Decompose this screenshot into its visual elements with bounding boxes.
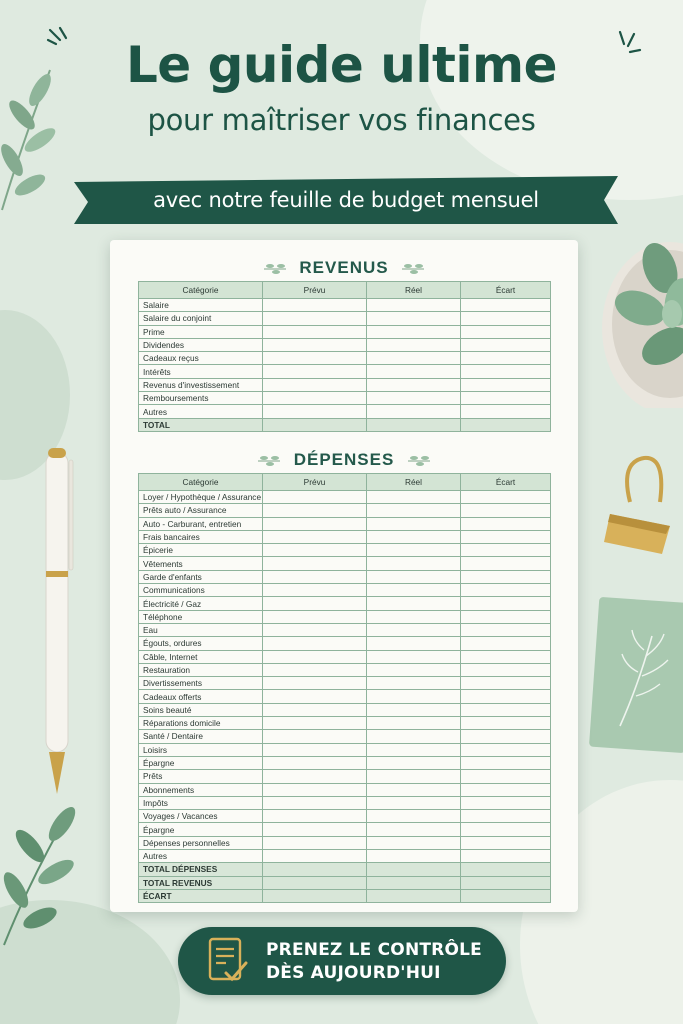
column-header: Prévu [263, 282, 367, 299]
value-cell[interactable] [461, 365, 551, 378]
value-cell[interactable] [461, 783, 551, 796]
value-cell[interactable] [263, 392, 367, 405]
value-cell[interactable] [367, 312, 461, 325]
value-cell[interactable] [461, 352, 551, 365]
table-row [139, 405, 551, 418]
value-cell[interactable] [367, 352, 461, 365]
value-cell[interactable] [367, 517, 461, 530]
category-cell: Revenus d'investissement [139, 378, 263, 391]
value-cell[interactable] [263, 663, 367, 676]
value-cell[interactable] [263, 823, 367, 836]
value-cell[interactable] [367, 597, 461, 610]
value-cell[interactable] [263, 597, 367, 610]
table-row [139, 530, 551, 543]
value-cell[interactable] [263, 703, 367, 716]
category-cell: Téléphone [139, 610, 263, 623]
category-cell: Salaire du conjoint [139, 312, 263, 325]
table-row [139, 637, 551, 650]
value-cell[interactable] [367, 570, 461, 583]
value-cell[interactable] [367, 730, 461, 743]
value-cell[interactable] [263, 544, 367, 557]
category-cell: Cadeaux offerts [139, 690, 263, 703]
value-cell[interactable] [367, 365, 461, 378]
table-row [139, 783, 551, 796]
value-cell[interactable] [263, 770, 367, 783]
category-cell: Électricité / Gaz [139, 597, 263, 610]
value-cell[interactable] [461, 756, 551, 769]
table-row [139, 796, 551, 809]
ribbon-text: avec notre feuille de budget mensuel [153, 188, 539, 212]
table-row [139, 703, 551, 716]
value-cell[interactable] [367, 299, 461, 312]
cta-button[interactable] [178, 927, 506, 995]
value-cell[interactable] [461, 530, 551, 543]
leaf-branch-icon [0, 800, 90, 950]
binder-clip-icon [600, 452, 683, 560]
value-cell[interactable] [367, 544, 461, 557]
column-header: Réel [367, 282, 461, 299]
category-cell: Dividendes [139, 338, 263, 351]
table-row [139, 810, 551, 823]
value-cell[interactable] [461, 663, 551, 676]
category-cell: Frais bancaires [139, 530, 263, 543]
leaf-ornament-icon [256, 454, 282, 468]
value-cell[interactable] [461, 889, 551, 902]
table-row [139, 823, 551, 836]
value-cell[interactable] [461, 504, 551, 517]
value-cell[interactable] [461, 677, 551, 690]
value-cell[interactable] [461, 823, 551, 836]
value-cell[interactable] [263, 650, 367, 663]
table-row [139, 352, 551, 365]
value-cell[interactable] [263, 623, 367, 636]
column-header: Écart [461, 474, 551, 491]
category-cell: Loisirs [139, 743, 263, 756]
table-row [139, 392, 551, 405]
category-cell: Restauration [139, 663, 263, 676]
revenus-table [138, 281, 551, 432]
category-cell: Abonnements [139, 783, 263, 796]
table-row [139, 557, 551, 570]
total-row [139, 863, 551, 876]
table-row [139, 690, 551, 703]
value-cell[interactable] [461, 491, 551, 504]
value-cell[interactable] [461, 623, 551, 636]
revenus-section-title [110, 258, 578, 278]
value-cell[interactable] [367, 717, 461, 730]
value-cell[interactable] [367, 863, 461, 876]
revenus-title: REVENUS [299, 258, 389, 277]
category-cell: Salaire [139, 299, 263, 312]
category-cell: Épicerie [139, 544, 263, 557]
category-cell: Remboursements [139, 392, 263, 405]
table-row [139, 650, 551, 663]
value-cell[interactable] [367, 650, 461, 663]
value-cell[interactable] [461, 770, 551, 783]
category-cell: Divertissements [139, 677, 263, 690]
value-cell[interactable] [367, 703, 461, 716]
value-cell[interactable] [367, 756, 461, 769]
value-cell[interactable] [263, 504, 367, 517]
value-cell[interactable] [461, 876, 551, 889]
budget-sheet [110, 240, 578, 912]
value-cell[interactable] [461, 743, 551, 756]
table-row [139, 517, 551, 530]
table-row [139, 663, 551, 676]
value-cell[interactable] [461, 338, 551, 351]
value-cell[interactable] [367, 623, 461, 636]
leaf-ornament-icon [406, 454, 432, 468]
category-cell: TOTAL [139, 418, 263, 431]
value-cell[interactable] [263, 338, 367, 351]
value-cell[interactable] [263, 889, 367, 902]
value-cell[interactable] [367, 418, 461, 431]
category-cell: Eau [139, 623, 263, 636]
table-row [139, 491, 551, 504]
table-row [139, 717, 551, 730]
value-cell[interactable] [367, 663, 461, 676]
value-cell[interactable] [461, 584, 551, 597]
table-row [139, 338, 551, 351]
value-cell[interactable] [263, 312, 367, 325]
category-cell: Santé / Dentaire [139, 730, 263, 743]
category-cell: Vêtements [139, 557, 263, 570]
table-row [139, 610, 551, 623]
value-cell[interactable] [461, 378, 551, 391]
checklist-icon [206, 937, 250, 985]
value-cell[interactable] [461, 544, 551, 557]
table-row [139, 504, 551, 517]
value-cell[interactable] [263, 299, 367, 312]
value-cell[interactable] [461, 325, 551, 338]
value-cell[interactable] [461, 690, 551, 703]
value-cell[interactable] [263, 836, 367, 849]
table-row [139, 623, 551, 636]
value-cell[interactable] [263, 352, 367, 365]
category-cell: Réparations domicile [139, 717, 263, 730]
value-cell[interactable] [461, 637, 551, 650]
page-subtitle: pour maîtriser vos finances [147, 103, 536, 137]
value-cell[interactable] [263, 610, 367, 623]
value-cell[interactable] [367, 690, 461, 703]
table-row [139, 299, 551, 312]
value-cell[interactable] [263, 405, 367, 418]
value-cell[interactable] [367, 491, 461, 504]
table-row [139, 365, 551, 378]
table-row [139, 770, 551, 783]
category-cell: Intérêts [139, 365, 263, 378]
value-cell[interactable] [367, 810, 461, 823]
depenses-title: DÉPENSES [293, 450, 395, 469]
category-cell: Soins beauté [139, 703, 263, 716]
table-row [139, 312, 551, 325]
value-cell[interactable] [367, 783, 461, 796]
table-row [139, 743, 551, 756]
value-cell[interactable] [263, 637, 367, 650]
value-cell[interactable] [461, 517, 551, 530]
value-cell[interactable] [367, 823, 461, 836]
value-cell[interactable] [263, 517, 367, 530]
leaf-ornament-icon [262, 262, 288, 276]
value-cell[interactable] [263, 570, 367, 583]
header [0, 34, 683, 140]
value-cell[interactable] [461, 730, 551, 743]
table-row [139, 730, 551, 743]
category-cell: Autres [139, 850, 263, 863]
depenses-table [138, 473, 551, 903]
table-row [139, 570, 551, 583]
table-row [139, 378, 551, 391]
column-header: Prévu [263, 474, 367, 491]
category-cell: TOTAL REVENUS [139, 876, 263, 889]
category-cell: Prime [139, 325, 263, 338]
value-cell[interactable] [461, 703, 551, 716]
value-cell[interactable] [263, 717, 367, 730]
value-cell[interactable] [461, 405, 551, 418]
value-cell[interactable] [367, 584, 461, 597]
table-row [139, 544, 551, 557]
leaf-ornament-icon [400, 262, 426, 276]
value-cell[interactable] [367, 405, 461, 418]
value-cell[interactable] [367, 530, 461, 543]
value-cell[interactable] [367, 610, 461, 623]
category-cell: Cadeaux reçus [139, 352, 263, 365]
value-cell[interactable] [263, 365, 367, 378]
value-cell[interactable] [263, 743, 367, 756]
value-cell[interactable] [263, 796, 367, 809]
pen-icon [30, 446, 84, 800]
value-cell[interactable] [263, 876, 367, 889]
value-cell[interactable] [461, 570, 551, 583]
notecard-icon [586, 596, 683, 764]
succulent-icon [600, 218, 683, 408]
value-cell[interactable] [263, 584, 367, 597]
value-cell[interactable] [263, 783, 367, 796]
value-cell[interactable] [461, 850, 551, 863]
category-cell: Auto - Carburant, entretien [139, 517, 263, 530]
page-title: Le guide ultime [125, 36, 558, 94]
value-cell[interactable] [367, 378, 461, 391]
value-cell[interactable] [367, 889, 461, 902]
value-cell[interactable] [263, 756, 367, 769]
table-row [139, 584, 551, 597]
table-row [139, 756, 551, 769]
value-cell[interactable] [461, 299, 551, 312]
value-cell[interactable] [367, 836, 461, 849]
value-cell[interactable] [263, 557, 367, 570]
column-header: Catégorie [139, 282, 263, 299]
value-cell[interactable] [367, 504, 461, 517]
value-cell[interactable] [461, 717, 551, 730]
table-row [139, 597, 551, 610]
value-cell[interactable] [263, 690, 367, 703]
total-row [139, 876, 551, 889]
category-cell: ÉCART [139, 889, 263, 902]
value-cell[interactable] [367, 876, 461, 889]
value-cell[interactable] [461, 650, 551, 663]
category-cell: Épargne [139, 756, 263, 769]
column-header: Réel [367, 474, 461, 491]
value-cell[interactable] [461, 810, 551, 823]
value-cell[interactable] [367, 325, 461, 338]
category-cell: Impôts [139, 796, 263, 809]
category-cell: Épargne [139, 823, 263, 836]
category-cell: Câble, Internet [139, 650, 263, 663]
value-cell[interactable] [461, 418, 551, 431]
value-cell[interactable] [263, 378, 367, 391]
table-row [139, 677, 551, 690]
table-row [139, 836, 551, 849]
value-cell[interactable] [263, 730, 367, 743]
value-cell[interactable] [367, 850, 461, 863]
value-cell[interactable] [263, 491, 367, 504]
value-cell[interactable] [263, 850, 367, 863]
value-cell[interactable] [367, 770, 461, 783]
category-cell: Égouts, ordures [139, 637, 263, 650]
category-cell: Voyages / Vacances [139, 810, 263, 823]
category-cell: Autres [139, 405, 263, 418]
table-row [139, 325, 551, 338]
value-cell[interactable] [263, 530, 367, 543]
value-cell[interactable] [367, 392, 461, 405]
column-header: Écart [461, 282, 551, 299]
value-cell[interactable] [367, 338, 461, 351]
value-cell[interactable] [461, 597, 551, 610]
value-cell[interactable] [263, 810, 367, 823]
value-cell[interactable] [367, 743, 461, 756]
cta-line-1: PRENEZ LE CONTRÔLE [266, 940, 482, 960]
depenses-section-title [110, 450, 578, 470]
value-cell[interactable] [367, 637, 461, 650]
category-cell: TOTAL DÉPENSES [139, 863, 263, 876]
category-cell: Prêts auto / Assurance [139, 504, 263, 517]
category-cell: Loyer / Hypothèque / Assurance [139, 491, 263, 504]
value-cell[interactable] [461, 312, 551, 325]
total-row [139, 889, 551, 902]
value-cell[interactable] [461, 836, 551, 849]
column-header: Catégorie [139, 474, 263, 491]
total-row [139, 418, 551, 431]
category-cell: Prêts [139, 770, 263, 783]
value-cell[interactable] [263, 863, 367, 876]
ribbon-banner [74, 176, 618, 224]
cta-line-2: DÈS AUJOURD'HUI [266, 963, 441, 983]
value-cell[interactable] [367, 796, 461, 809]
value-cell[interactable] [461, 392, 551, 405]
value-cell[interactable] [461, 863, 551, 876]
value-cell[interactable] [367, 557, 461, 570]
category-cell: Dépenses personnelles [139, 836, 263, 849]
table-row [139, 850, 551, 863]
value-cell[interactable] [263, 325, 367, 338]
value-cell[interactable] [461, 610, 551, 623]
table-header-row [139, 474, 551, 491]
category-cell: Communications [139, 584, 263, 597]
value-cell[interactable] [461, 557, 551, 570]
value-cell[interactable] [263, 418, 367, 431]
table-header-row [139, 282, 551, 299]
cta-text [266, 939, 482, 985]
value-cell[interactable] [367, 677, 461, 690]
value-cell[interactable] [461, 796, 551, 809]
category-cell: Garde d'enfants [139, 570, 263, 583]
value-cell[interactable] [263, 677, 367, 690]
